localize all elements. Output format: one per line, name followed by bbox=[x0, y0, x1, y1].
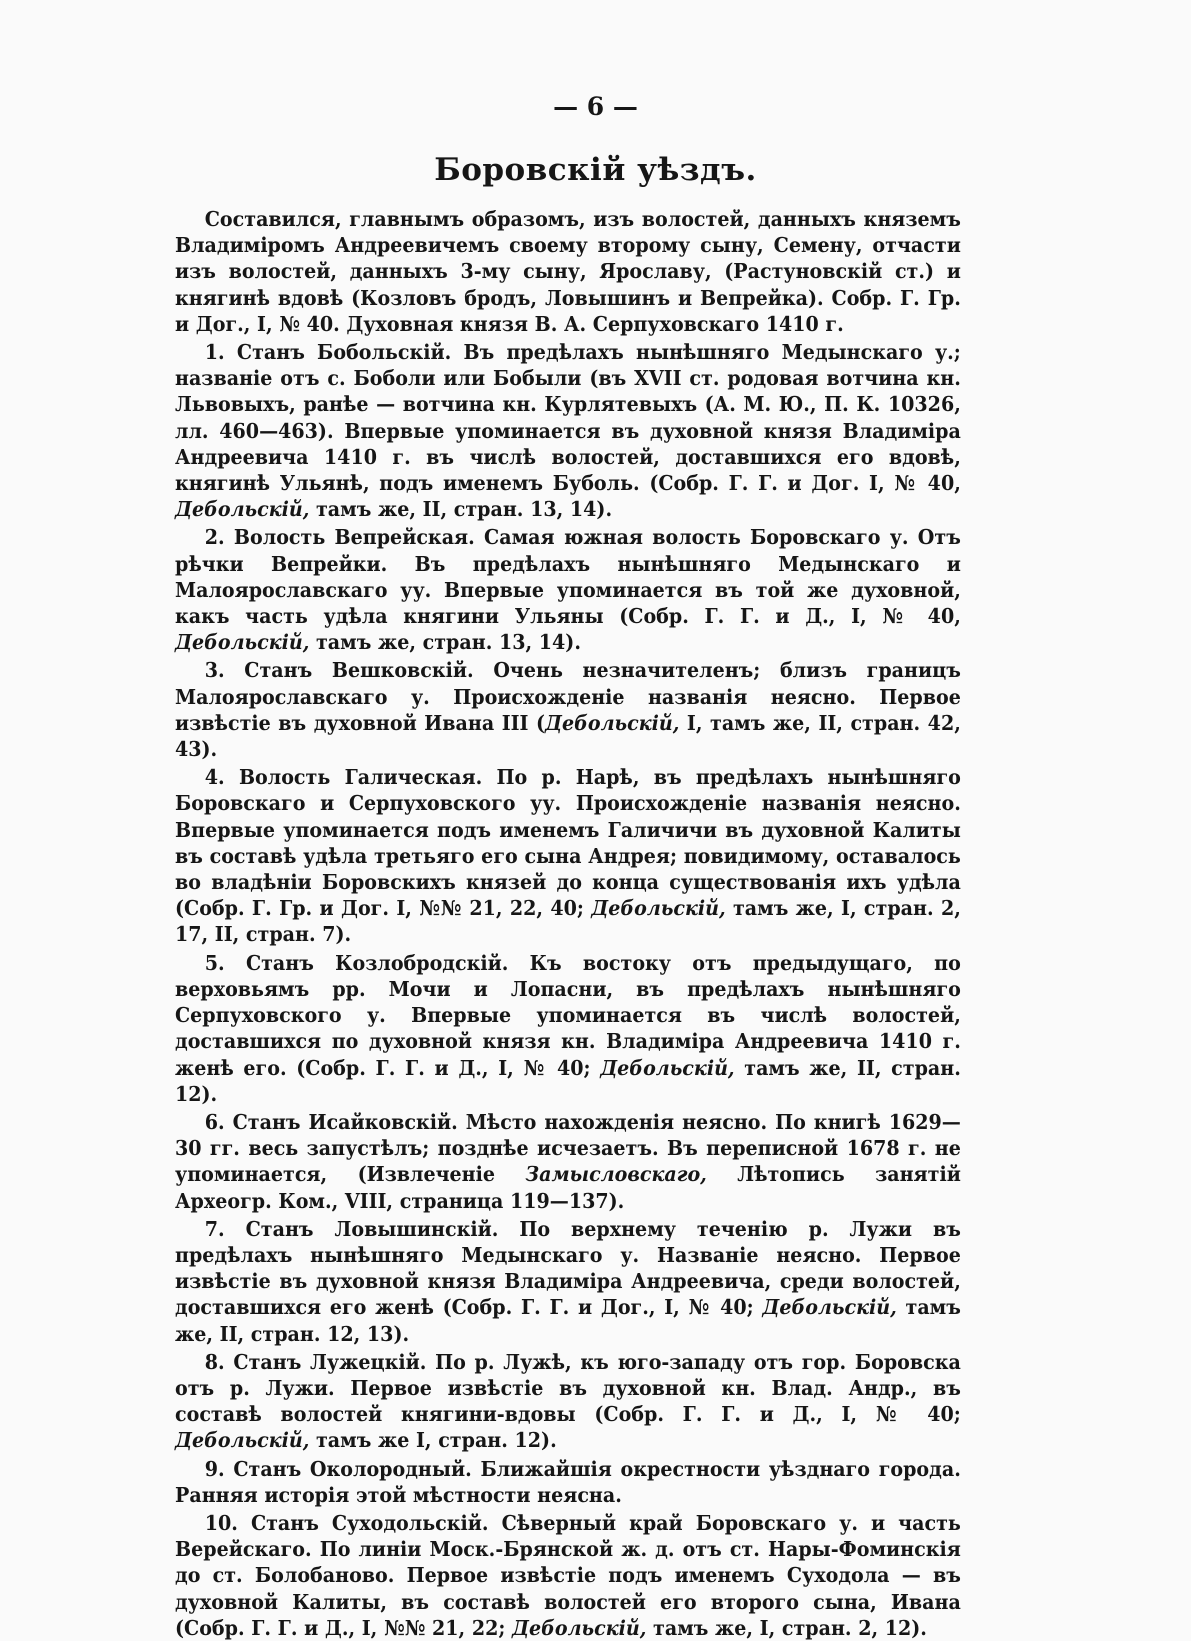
entry-paragraph: 9. Станъ Околородный. Ближайшія окрестности уѣзднаго города. Ранняя исторія этой мѣстности неясна. bbox=[175, 1456, 961, 1507]
page-number: — 6 — bbox=[553, 92, 638, 121]
intro-paragraph: Составился, главнымъ образомъ, изъ волостей, данныхъ княземъ Владиміромъ Андреевичемъ своему второму сыну, Семену, отчасти изъ волостей, данныхъ 3-му сыну, Ярославу, (Растуновскій ст.) и княгинѣ вдовѣ (Козловъ бродъ, Ловышинъ и Вепрейка). Собр. Г. Гр. и Дог., I, № 40. Духовная князя В. А. Серпуховскаго 1410 г. bbox=[175, 207, 961, 336]
page-title: Боровскій уѣздъ. bbox=[434, 152, 757, 188]
body-text bbox=[175, 206, 961, 1641]
entry-paragraph: 6. Станъ Исайковскій. Мѣсто нахожденія неясно. По книгѣ 1629—30 гг. весь запустѣлъ; позднѣе исчезаетъ. Въ переписной 1678 г. не упоминается, (Извлеченіе Замысловскаго, Лѣтопись занятій Археогр. Ком., VIII, страница 119—137). bbox=[175, 1109, 961, 1213]
author-reference: Замысловскаго, bbox=[525, 1162, 707, 1187]
entry-paragraph: 7. Станъ Ловышинскій. По верхнему теченію р. Лужи въ предѣлахъ нынѣшняго Медынскаго у. Названіе неясно. Первое извѣстіе въ духовной князя Владиміра Андреевича, среди волостей, доставшихся его женѣ (Собр. Г. Г. и Дог., I, № 40; Дебольскій, тамъ же, II, стран. 12, 13). bbox=[175, 1216, 961, 1346]
entry-paragraph: 8. Станъ Лужецкій. По р. Лужѣ, къ юго-западу отъ гор. Боровска отъ р. Лужи. Первое извѣстіе въ духовной кн. Влад. Андр., въ составѣ волостей княгини-вдовы (Собр. Г. Г. и Д., I, № 40; Дебольскій, тамъ же I, стран. 12). bbox=[175, 1349, 961, 1453]
entry-paragraph: 5. Станъ Козлобродскій. Къ востоку отъ предыдущаго, по верховьямъ рр. Мочи и Лопасни, въ предѣлахъ нынѣшняго Серпуховского у. Впервые упоминается въ числѣ волостей, доставшихся по духовной князя кн. Владиміра Андреевича 1410 г. женѣ его. (Собр. Г. Г. и Д., I, № 40; Дебольскій, тамъ же, II, стран. 12). bbox=[175, 950, 961, 1106]
author-reference: Дебольскій, bbox=[175, 630, 310, 655]
author-reference: Дебольскій, bbox=[175, 497, 310, 522]
author-reference: Дебольскій, bbox=[512, 1615, 647, 1640]
author-reference: Дебольскій, bbox=[762, 1295, 897, 1320]
entry-paragraph: 1. Станъ Бобольскій. Въ предѣлахъ нынѣшняго Медынскаго у.; названіе отъ с. Боболи или Бобыли (въ XVII ст. родовая вотчина кн. Львовыхъ, ранѣе — вотчина кн. Курлятевыхъ (А. М. Ю., П. К. 10326, лл. 460—463). Впервые упоминается въ духовной князя Владиміра Андреевича 1410 г. въ числѣ волостей, доставшихся его вдовѣ, княгинѣ Ульянѣ, подъ именемъ Буболь. (Собр. Г. Г. и Дог. I, № 40, Дебольскій, тамъ же, II, стран. 13, 14). bbox=[175, 340, 961, 522]
entry-paragraph: 2. Волость Вепрейская. Самая южная волость Боровскаго у. Отъ рѣчки Вепрейки. Въ предѣлахъ нынѣшняго Медынскаго и Малоярославскаго уу. Впервые упоминается въ той же духовной, какъ часть удѣла княгини Ульяны (Собр. Г. Г. и Д., I, № 40, Дебольскій, тамъ же, стран. 13, 14). bbox=[175, 525, 961, 655]
entry-paragraph: 3. Станъ Вешковскій. Очень незначителенъ; близъ границъ Малоярославскаго у. Происхожденіе названія неясно. Первое извѣстіе въ духовной Ивана III (Дебольскій, I, тамъ же, II, стран. 42, 43). bbox=[175, 658, 961, 762]
author-reference: Дебольскій, bbox=[175, 1428, 310, 1453]
author-reference: Дебольскій, bbox=[600, 1055, 735, 1080]
entry-paragraph: 4. Волость Галическая. По р. Нарѣ, въ предѣлахъ нынѣшняго Боровскаго и Серпуховского уу. Происхожденіе названія неясно. Впервые упоминается подъ именемъ Галичичи въ духовной Калиты въ составѣ удѣла третьяго его сына Андрея; повидимому, оставалось во владѣніи Боровскихъ князей до конца существованія ихъ удѣла (Собр. Г. Гр. и Дог. I, №№ 21, 22, 40; Дебольскій, тамъ же, I, стран. 2, 17, II, стран. 7). bbox=[175, 765, 961, 947]
author-reference: Дебольскій, bbox=[545, 710, 680, 735]
author-reference: Дебольскій, bbox=[591, 896, 726, 921]
entry-paragraph: 10. Станъ Суходольскій. Сѣверный край Боровскаго у. и часть Верейскаго. По линіи Моск.-Брянской ж. д. отъ ст. Нары-Фоминскія до ст. Болобаново. Первое извѣстіе подъ именемъ Суходола — въ духовной Калиты, въ составѣ волостей его второго сына, Ивана (Собр. Г. Г. и Д., I, №№ 21, 22; Дебольскій, тамъ же, I, стран. 2, 12). bbox=[175, 1510, 961, 1640]
